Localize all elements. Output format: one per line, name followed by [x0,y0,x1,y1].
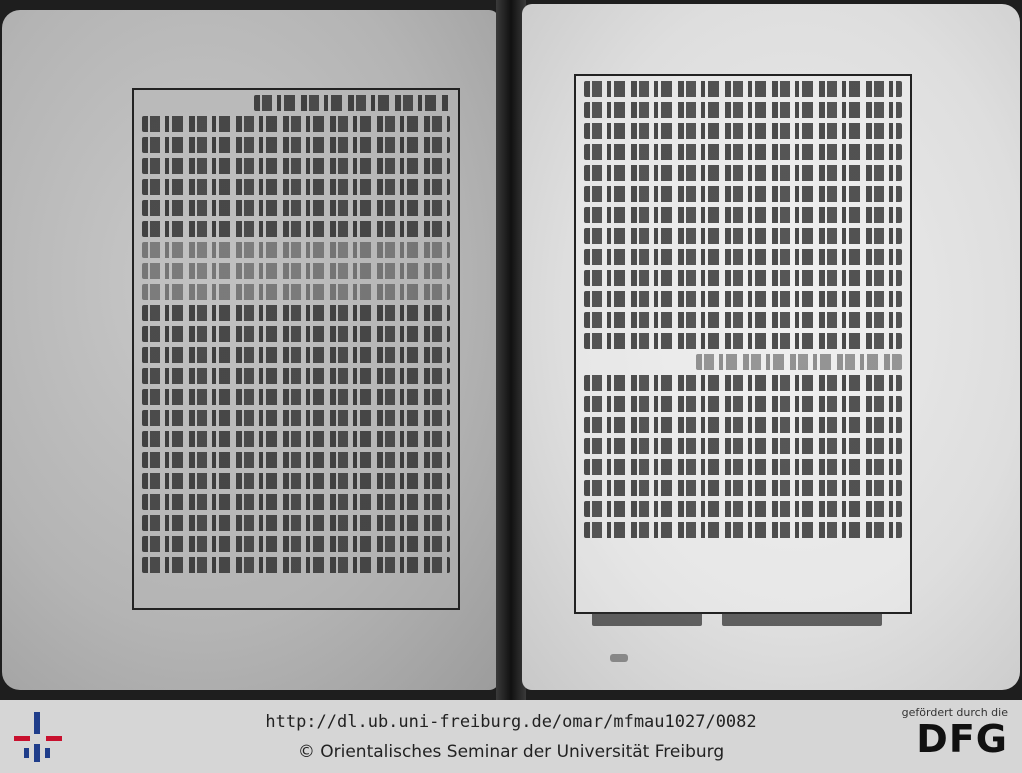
right-manuscript-page [522,4,1020,690]
permalink-url[interactable]: http://dl.ub.uni-freiburg.de/omar/mfmau1027/0082 [265,712,757,732]
viewer-footer [0,700,1022,773]
copyright-notice: © Orientalisches Seminar der Universität Freiburg [297,742,725,762]
catchword [592,612,702,626]
right-text-block [574,74,912,614]
funder-logo [898,706,1008,766]
funding-tagline: gefördert durch die [901,706,1008,719]
folio-number [610,654,628,662]
left-text-block [132,88,460,610]
marginal-note [722,612,882,626]
dfg-wordmark: DFG [916,717,1008,761]
left-manuscript-page [2,10,499,690]
